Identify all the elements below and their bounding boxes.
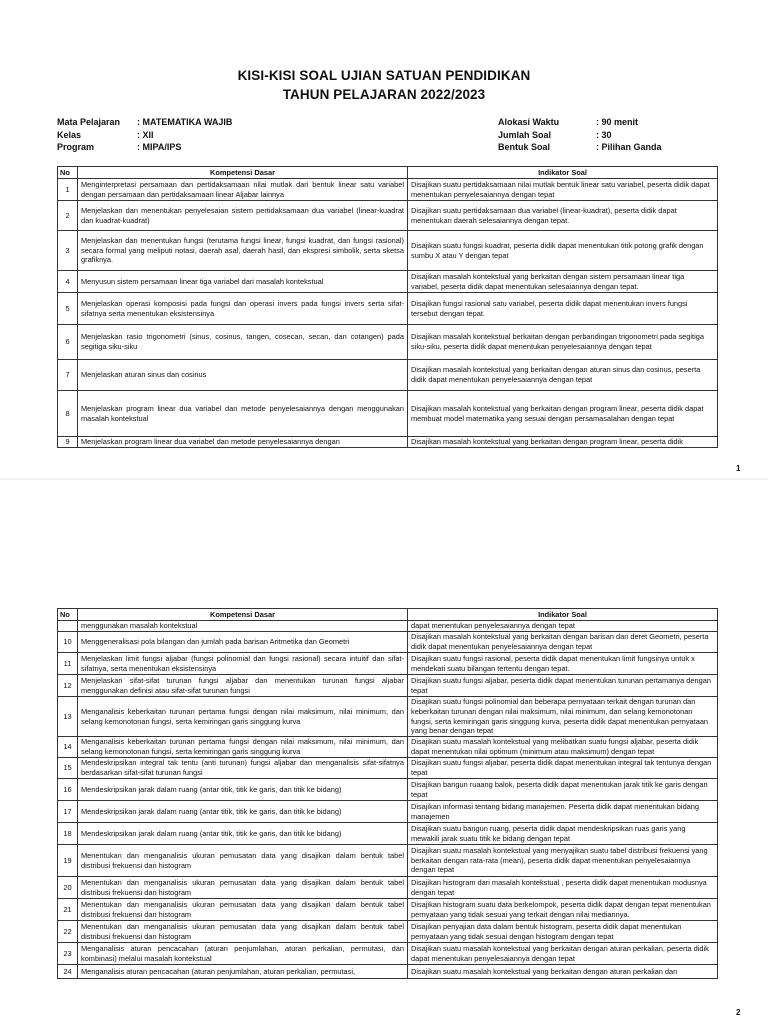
row-indikator: Disajikan suatu fungsi aljabar, peserta didik dapat menentukan turunan pertamanya dengan tepat <box>408 675 718 697</box>
row-kompetensi: Menjelaskan program linear dua variabel dan metode penyelesaiannya dengan menggunakan masalah kontekstual <box>78 391 408 437</box>
row-kompetensi: Menjelaskan rasio trigonometri (sinus, cosinus, tangen, cosecan, secan, dan cotangen) pada segitiga siku-siku <box>78 325 408 360</box>
info-label: Program <box>57 142 95 152</box>
grid-table-page-1 <box>57 166 718 448</box>
row-kompetensi: Menjelaskan program linear dua variabel dan metode penyelesaiannya dengan <box>78 437 408 448</box>
row-number: 12 <box>58 675 78 697</box>
row-number: 14 <box>58 737 78 758</box>
table-row <box>58 801 718 823</box>
row-indikator: dapat menentukan penyelesaiannya dengan tepat <box>408 621 718 632</box>
row-kompetensi: Menganalisis keberkaitan turunan pertama fungsi dengan nilai maksimum, nilai minimum, dan selang kemonotonan fungsi, serta kemiringan garis singgung kurva <box>78 737 408 758</box>
table-row <box>58 675 718 697</box>
document-page-2 <box>0 480 768 1024</box>
info-right <box>498 116 662 154</box>
row-indikator: Disajikan suatu pertidaksamaan nilai mutlak bentuk linear satu variabel, peserta didik dapat menentukan penyelesaiannya dengan tepat <box>408 179 718 201</box>
row-number: 19 <box>58 845 78 877</box>
row-indikator: Disajikan histogram dari masalah kontekstual , peserta didik dapat menentukan modusnya dengan tepat <box>408 877 718 899</box>
column-header-indikator: Indikator Soal <box>408 167 718 179</box>
info-label: Mata Pelajaran <box>57 117 121 127</box>
column-header-indikator: Indikator Soal <box>408 609 718 621</box>
row-number: 6 <box>58 325 78 360</box>
table-row-continuation <box>58 621 718 632</box>
row-kompetensi: Menjelaskan dan menentukan penyelesaian sistem pertidaksamaan dua variabel (linear-kuadrat dan kuadrat-kuadrat) <box>78 201 408 231</box>
row-kompetensi: Menjelaskan operasi komposisi pada fungsi dan operasi invers pada fungsi invers serta sifat-sifatnya serta menentukan eksistensinya <box>78 293 408 325</box>
row-indikator: Disajikan suatu masalah kontekstual yang melibatkan suatu fungsi aljabar, peserta didik dapat menentukan nilai optimum (minimum atau maksimum) dengan tepat <box>408 737 718 758</box>
row-number: 21 <box>58 899 78 921</box>
column-header-no: No <box>58 167 78 179</box>
table-row <box>58 737 718 758</box>
table-row <box>58 943 718 965</box>
row-kompetensi: Mendeskripsikan jarak dalam ruang (antar titik, titik ke garis, dan titik ke bidang) <box>78 801 408 823</box>
row-number: 16 <box>58 779 78 801</box>
info-label: Jumlah Soal <box>498 129 552 140</box>
row-kompetensi: Menjelaskan dan menentukan fungsi (terutama fungsi linear, fungsi kuadrat, dan fungsi rasional) secara formal yang meliputi notasi, daerah asal, daerah hasil, dan ekspresi simbolik, serta sketsa grafiknya. <box>78 231 408 271</box>
row-indikator: Disajikan suatu masalah kontekstual yang berkaitan dengan aturan perkalian, peserta didik dapat menentukan penyelesaiannya dengan tepat <box>408 943 718 965</box>
document-title: KISI-KISI SOAL UJIAN SATUAN PENDIDIKAN <box>237 68 531 83</box>
table-row <box>58 779 718 801</box>
table-row <box>58 201 718 231</box>
row-indikator: Disajikan masalah kontekstual yang berkaitan dengan aturan sinus dan cosinus, peserta didik dapat menentukan penyelesaiannya dengan tepat <box>408 360 718 391</box>
row-number: 13 <box>58 697 78 737</box>
grid-table-page-2 <box>57 608 718 979</box>
table-row <box>58 877 718 899</box>
row-kompetensi: Menentukan dan menganalisis ukuran pemusatan data yang disajikan dalam bentuk tabel distribusi frekuensi dan histogram <box>78 899 408 921</box>
row-indikator: Disajikan masalah kontekstual berkaitan dengan perbandingan trigonometri pada segitiga siku-siku, peserta didik dapat menentukan penyelesaiannya dengan tepat <box>408 325 718 360</box>
table-row <box>58 697 718 737</box>
row-indikator: Disajikan suatu fungsi rasional, peserta didik dapat menentukan limit fungsinya untuk x mendekati suatu bilangan tertentu dengan tepat. <box>408 653 718 675</box>
info-row-count <box>498 129 662 142</box>
row-number: 17 <box>58 801 78 823</box>
info-value: : MIPA/IPS <box>137 142 182 152</box>
document-page-1 <box>0 0 768 480</box>
page-number: 2 <box>736 1008 741 1017</box>
table-row <box>58 899 718 921</box>
info-row-class <box>57 129 232 142</box>
row-number: 15 <box>58 758 78 779</box>
table-header-row <box>58 609 718 621</box>
row-indikator: Disajikan suatu masalah kontekstual yang menyajikan suatu tabel distribusi frekuensi yang berkaitan dengan rata-rata (mean), peserta didik dapat menentukan penyelesaiannya dengan tepat <box>408 845 718 877</box>
row-kompetensi: Menjelaskan limit fungsi aljabar (fungsi polinomial dan fungsi rasional) secara intuitif dan sifat-sifatnya, serta menentukan eksistensinya <box>78 653 408 675</box>
row-number: 23 <box>58 943 78 965</box>
row-indikator: Disajikan histogram suatu data berkelompok, peserta didik dapat dengan tepat menentukan pernyataan yang tidak sesuai yang terkait dengan nilai mediannya. <box>408 899 718 921</box>
row-kompetensi: Mendeskripsikan jarak dalam ruang (antar titik, titik ke garis, dan titik ke bidang) <box>78 823 408 845</box>
table-row <box>58 758 718 779</box>
row-kompetensi: Menentukan dan menganalisis ukuran pemusatan data yang disajikan dalam bentuk tabel distribusi frekuensi dan histogram <box>78 845 408 877</box>
row-indikator: Disajikan bangun ruaang balok, peserta didik dapat menentukan jarak titik ke garis dengan tepat <box>408 779 718 801</box>
table-row <box>58 391 718 437</box>
info-left <box>57 116 232 154</box>
row-indikator: Disajikan masalah kontekstual yang berkaitan dengan barisan dan deret Geometri, peserta didik dapat menentukan penyelesaiannya dengan tepat <box>408 632 718 653</box>
table-row <box>58 293 718 325</box>
row-number: 7 <box>58 360 78 391</box>
row-kompetensi: Menganalisis aturan pencacahan (aturan penjumlahan, aturan perkalian, permutasi, dan kombinasi) melalui masalah kontekstual <box>78 943 408 965</box>
row-kompetensi: Menggeneralisasi pola bilangan dan jumlah pada barisan Aritmetika dan Geometri <box>78 632 408 653</box>
info-row-program <box>57 141 232 154</box>
row-kompetensi: Menjelaskan sifat-sifat turunan fungsi aljabar dan menentukan turunan fungsi aljabar menggunakan definisi atau sifat-sifat turunan fungsi <box>78 675 408 697</box>
row-indikator: Disajikan suatu fungsi aljabar, peserta didik dapat menentukan integral tak tentunya dengan tepat <box>408 758 718 779</box>
row-indikator: Disajikan suatu masalah kontekstual yang berkaitan dengan aturan perkalian dan <box>408 965 718 979</box>
info-label: Bentuk Soal <box>498 142 551 152</box>
row-number: 3 <box>58 231 78 271</box>
row-kompetensi: Mendeskripsikan integral tak tentu (anti turunan) fungsi aljabar dan menganalisis sifat-sifatnya berdasarkan sifat-sifat turunan fungsi <box>78 758 408 779</box>
info-label: Kelas <box>57 129 82 140</box>
row-kompetensi: Menganalisis keberkaitan turunan pertama fungsi dengan nilai maksimum, nilai minimum, dan selang kemonotonan fungsi, serta kemiringan garis singgung kurva <box>78 697 408 737</box>
row-number: 22 <box>58 921 78 943</box>
table-row <box>58 823 718 845</box>
row-indikator: Disajikan masalah kontekstual yang berkaitan dengan program linear, peserta didik dapat membuat model matematika yang sesuai dengan persamasalahan dengan tepat <box>408 391 718 437</box>
row-kompetensi: Menyusun sistem persamaan linear tiga variabel dari masalah kontekstual <box>78 271 408 293</box>
column-header-kd: Kompetensi Dasar <box>78 609 408 621</box>
row-kompetensi: Menentukan dan menganalisis ukuran pemusatan data yang disajikan dalam bentuk tabel distribusi frekuensi dan histogram <box>78 877 408 899</box>
table-row <box>58 271 718 293</box>
row-indikator: Disajikan suatu fungsi kuadrat, peserta didik dapat menentukan titik potong grafik dengan sumbu X atau Y dengan tepat <box>408 231 718 271</box>
row-indikator: Disajikan suatu bangun ruang, peserta didik dapat mendeskripsikan ruas garis yang mewakili jarak suatu titik ke bidang dengan tepat <box>408 823 718 845</box>
table-row <box>58 845 718 877</box>
row-number: 9 <box>58 437 78 448</box>
column-header-no: No <box>58 609 78 621</box>
row-number: 1 <box>58 179 78 201</box>
row-kompetensi: menggunakan masalah kontekstual <box>78 621 408 632</box>
info-label: Alokasi Waktu <box>498 117 560 127</box>
info-row-time <box>498 116 662 129</box>
row-indikator: Disajikan suatu fungsi polinomial dan beberapa pernyataan terkait dengan turunan dan keberkaitan turunan dengan nilai maksimum, nilai minimum, dan selang kemonotonan fungsi, serta kemiringan garis singgung kurva, peserta didik dapat menentukan pernyataan yang benar dengan tepat <box>408 697 718 737</box>
row-number <box>58 621 78 632</box>
info-value: : 90 menit <box>596 117 639 127</box>
table-row <box>58 231 718 271</box>
table-row <box>58 653 718 675</box>
row-number: 10 <box>58 632 78 653</box>
table-header-row <box>58 167 718 179</box>
column-header-kd: Kompetensi Dasar <box>78 167 408 179</box>
info-row-form <box>498 141 662 154</box>
page-number: 1 <box>736 464 741 473</box>
row-kompetensi: Menginterpretasi persamaan dan pertidaksamaan nilai mutlak dari bentuk linear satu variabel dengan persamaan dan pertidaksamaan linear Aljabar lainnya <box>78 179 408 201</box>
row-indikator: Disajikan penyajian data dalam bentuk histogram, peserta didik dapat menentukan pernyataan yang tidak sesuai dengan histogram dengan tepat <box>408 921 718 943</box>
info-value: : XII <box>137 129 154 140</box>
row-indikator: Disajikan masalah kontekstual yang berkaitan dengan sistem persamaan linear tiga variabel, peserta didik dapat menentukan selesaiannya dengan tepat. <box>408 271 718 293</box>
table-row <box>58 325 718 360</box>
row-indikator: Disajikan fungsi rasional satu variabel, peserta didik dapat menentukan invers fungsi tersebut dengan tepat. <box>408 293 718 325</box>
table-row <box>58 965 718 979</box>
table-row <box>58 921 718 943</box>
row-number: 4 <box>58 271 78 293</box>
row-number: 18 <box>58 823 78 845</box>
row-number: 5 <box>58 293 78 325</box>
table-row <box>58 632 718 653</box>
row-number: 24 <box>58 965 78 979</box>
row-kompetensi: Menentukan dan menganalisis ukuran pemusatan data yang disajikan dalam bentuk tabel distribusi frekuensi dan histogram <box>78 921 408 943</box>
row-number: 2 <box>58 201 78 231</box>
document-subtitle: TAHUN PELAJARAN 2022/2023 <box>282 87 486 102</box>
row-kompetensi: Menjelaskan aturan sinus dan cosinus <box>78 360 408 391</box>
table-row <box>58 437 718 448</box>
row-number: 20 <box>58 877 78 899</box>
table-row <box>58 360 718 391</box>
row-kompetensi: Mendeskripsikan jarak dalam ruang (antar titik, titik ke garis, dan titik ke bidang) <box>78 779 408 801</box>
info-value: : Pilihan Ganda <box>596 142 662 152</box>
row-indikator: Disajikan informasi tentang bidang manajemen. Peserta didik dapat menentukan bidang manajemen <box>408 801 718 823</box>
info-row-subject <box>57 116 232 129</box>
row-kompetensi: Menganalisis aturan pencacahan (aturan penjumlahan, aturan perkalian, permutasi, <box>78 965 408 979</box>
row-number: 11 <box>58 653 78 675</box>
row-indikator: Disajikan suatu pertidaksamaan dua variabel (linear-kuadrat), peserta didik dapat menentukan daerah selesaiannya dengan tepat. <box>408 201 718 231</box>
row-number: 8 <box>58 391 78 437</box>
table-row <box>58 179 718 201</box>
info-value: : 30 <box>596 129 612 140</box>
info-value: : MATEMATIKA WAJIB <box>137 117 233 127</box>
row-indikator: Disajikan masalah kontekstual yang berkaitan dengan program linear, peserta didik <box>408 437 718 448</box>
